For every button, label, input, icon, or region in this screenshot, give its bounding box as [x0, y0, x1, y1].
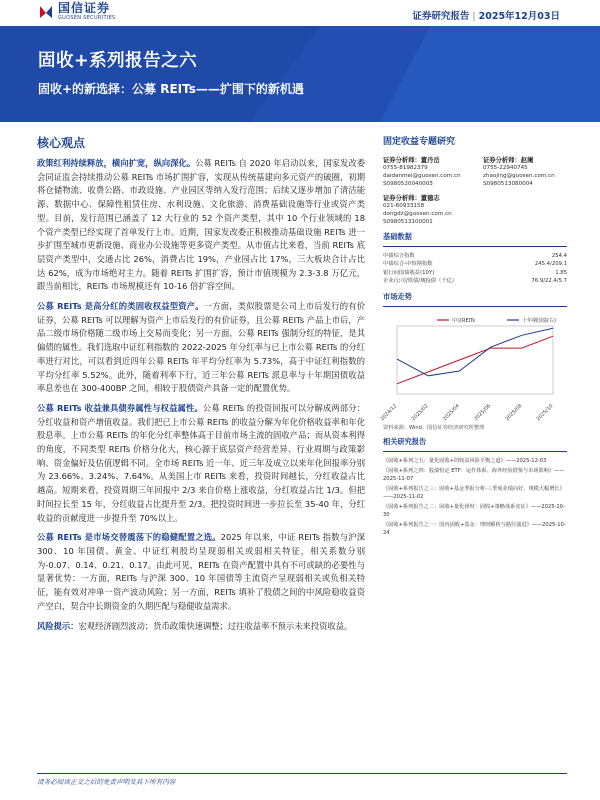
analyst-cert: S0980513100001: [383, 219, 433, 225]
market-chart: [379, 312, 567, 422]
legend-label-1: 十年期国债(右): [522, 317, 556, 324]
report-subtitle: 固收+的新选择：公募 REITs——扩围下的新机遇: [38, 82, 304, 96]
x-tick-label: 2025/02: [410, 402, 430, 422]
divider: [383, 306, 567, 307]
paragraph-lead: 公募 REITs 收益兼具债券属性与权益属性。: [37, 402, 203, 413]
top-bar: [0, 0, 600, 28]
analyst-card: [383, 193, 467, 226]
divider: [383, 246, 567, 247]
market-chart-svg: [379, 312, 567, 422]
legend-label-0: 中证REITs: [452, 317, 475, 324]
basic-data-key: 银行间国债收益(10Y): [383, 269, 435, 276]
analyst-email[interactable]: daidanmei@guosen.com.cn: [383, 173, 461, 179]
core-heading: 核心观点: [37, 136, 86, 150]
paragraph-body: 公募 REITs 自 2020 年启动以来，国家发改委会同证监会持续推动公募 REITs 市场扩围扩容，实现从传统基建向多元资产的破圈，初期将仓储物流、收费公路、市政设施、产业园区等纳入发行范围；后续又逐步增加了清洁能源、数据中心、保障性租赁住房、水利设施、文化旅游、消费基础设施等行业或资产类型。目前，发行范围已涵盖了 12 大行业的 52 个资产类型，其中 10 个行业领域的 18 个资产类型已经实现了首单发行上市。近期，国家发改委正积极推动基础设施 REITs 进一步扩围至城市更新设施、商业办公设施等更多资产类型。从市值占比来看，当前 REITs 底层资产类型中，交通占比 26%，消费占比 19%，产业园占比 17%，三大板块合计占比达 62%，成为市场绝对主力。随着 REITs 扩围扩容，预计市值规模为 2.3-3.8 万亿元，跟当前相比，REITs 市场规模还有 10-16 倍扩容空间。: [37, 158, 365, 292]
series-line-0: [397, 336, 553, 384]
chart-source: 资料来源：Wind、国信证券经济研究所整理: [383, 424, 485, 431]
report-title: 固收+系列报告之六: [38, 51, 198, 71]
basic-data-row: [383, 269, 567, 277]
paragraph-body: 一方面，类似股票是公司上市后发行的有价证券，公募 REITs 可以理解为资产上市后发行的有价证券，且公募 REITs 产品上市后，产品二级市场价格随二级市场上交易而变化；另一方面，公募 REITs 强制分红的特征，是其偏债的属性。我们选取中证红利指数的 2022-2025 年分红率与已上市公募 REITs 的分红率进行对比，可以看到近四年公募 REITs 年平均分红率为 5.73%，高于中证红利指数的平均分红率 5.52%。此外，随着利率下行，近三年公募 REITs 派息率与十年期国债收益率息差也在 300-400BP 之间，相较于股债资产具备一定的配置优势。: [37, 301, 365, 394]
logo-text: 国信证券: [58, 1, 111, 15]
chart-frame: [397, 326, 553, 394]
report-date: 2025年12月03日: [478, 11, 560, 22]
footer-disclaimer[interactable]: 请务必阅读正文之后的免责声明及其下所有内容: [37, 778, 176, 786]
related-heading: 相关研究报告: [383, 436, 427, 446]
analyst-name: 证券分析师：赵阑: [483, 157, 534, 164]
basic-data-heading: 基础数据: [383, 232, 412, 241]
analyst-name: 证券分析师：董德志: [383, 195, 440, 202]
analyst-phone: 0755-81982379: [383, 165, 428, 171]
paragraph-body: 公募 REITs 的投资回报可以分解成两部分：分红收益和资产增值收益。我们把已上市公募 REITs 的收益分解为年化价格收益率和年化股息率。上市公募 REITs 的年化分红率整体高于目前市场主流的固收产品；而从资本利得的角度，不同类型 REITs 价格分化大，核心源于底层资产经营差异、行业周期与政策影响、资金偏好及估值逻辑不同。全市场 REITs 近一年、近三年及成立以来年化回报率分别为 23.66%、3.24%、7.64%。从美国上市 REITs 来看，投资时间越长，分红收益占比越高。短期来看，投资周期三年回报中 2/3 来自价格上涨收益，分红收益占比 1/3。但把时间拉长至 15 年，分红收益占比提升至 2/3。把投资时间进一步拉长至 35-40 年，分红收益的贡献度进一步提升至 70%以上。: [37, 402, 366, 523]
risk-lead: 风险提示：: [37, 620, 79, 631]
core-paragraph-4: [37, 531, 365, 613]
x-tick-label: 2024/12: [379, 402, 399, 422]
basic-data-value: 245.4/209.1: [534, 261, 567, 268]
analyst-phone: 0755-22940745: [483, 165, 528, 171]
report-type-label: 证券研究报告: [412, 11, 470, 22]
analyst-cert: S0980520040003: [383, 181, 433, 187]
logo-text-en: GUOSEN SECURITIES: [58, 15, 116, 21]
risk-warning: [37, 620, 365, 634]
basic-data-key: 中债综合指数: [383, 253, 415, 259]
basic-data-value: 254.4: [551, 253, 567, 259]
analyst-card: [483, 155, 567, 188]
report-type: 证券研究报告 | 2025年12月03日: [412, 11, 560, 22]
paragraph-lead: 政策红利持续释放，横向扩宽，纵向深化。: [37, 158, 196, 168]
core-paragraph-2: [37, 300, 365, 396]
related-report-link[interactable]: 《固收+系列报告之一：国内固收+基金：理财解析与路径演进》——2025-10-24: [383, 521, 566, 536]
paragraph-body: 2025 年以来，中证 REITs 指数与沪深 300、10 年国债、黄金、中证红利股均呈现弱相关或弱相关特征，相关系数分别为-0.07、0.14、0.21、0.17。由此可见，REITs 在资产配置中具有不可或缺的必要性与显著优势：一方面，REITs 与沪深 300、10 年国债等主流资产呈现弱相关或负相关特征，能有效对冲单一资产波动风险；另一方面，REITs 填补了股债之间的中风险稳收益资产空白，契合中长期资金的久期匹配与稳健收益需求。: [37, 532, 366, 611]
x-tick-label: 2025/06: [473, 402, 493, 422]
market-heading: 市场走势: [383, 291, 412, 301]
analyst-phone: 021-60933158: [383, 203, 425, 209]
basic-data-row: [383, 277, 567, 285]
basic-data-key: 企业/公司/铁债/城投债（千亿）: [383, 278, 458, 285]
analyst-email[interactable]: dongdz@guosen.com.cn: [383, 211, 452, 217]
basic-data-key: 中债综合-中短期指数: [383, 261, 433, 268]
x-tick-label: 2025/10: [535, 402, 555, 422]
analyst-row: [383, 155, 567, 188]
basic-data-value: 76.9/22.4/5.7: [531, 278, 567, 285]
analyst-email[interactable]: zhaojing@guosen.com.cn: [483, 173, 555, 179]
title-banner: [0, 26, 600, 122]
logo-mark-icon: [38, 4, 54, 20]
paragraph-lead: 公募 REITs 是市场交替震荡下的稳健配置之选。: [37, 532, 221, 543]
analyst-cert: S0980513080004: [483, 181, 533, 187]
x-tick-label: 2025/04: [441, 402, 461, 422]
risk-body: 宏观经济剧烈波动；货币政策快速调整；过往收益率不预示未来投资收益。: [78, 620, 353, 631]
basic-data-value: 1.85: [555, 269, 567, 276]
series-line-1: [397, 328, 553, 376]
related-list: [383, 457, 567, 537]
x-tick-label: 2025/08: [504, 402, 524, 422]
team-heading: 固定收益专题研究: [383, 137, 456, 147]
core-views: [37, 134, 365, 633]
related-report-link[interactable]: 《固收+系列报告之二：固收+量化择时：固收+策略体系实证》——2025-10-30: [383, 503, 565, 518]
sidebar: [379, 134, 567, 539]
basic-data-row: [383, 252, 567, 260]
core-paragraph-1: [37, 157, 365, 294]
related-report-link[interactable]: 《固收+系列报告之三：固收+基金季报分析-三季度业绩向好，规模大幅增长》——2025-11-02: [383, 485, 565, 500]
core-paragraph-3: [37, 402, 365, 525]
brand-logo: [38, 2, 116, 21]
basic-data-table: [383, 252, 567, 286]
banner-pattern: [0, 26, 600, 122]
divider: [383, 451, 567, 452]
analyst-card: [383, 155, 467, 188]
basic-data-row: [383, 260, 567, 268]
related-report-link[interactable]: 《固收+系列之五：量化固收+的收益风险平衡之道》——2025-12-03: [383, 457, 547, 464]
footer-divider: [37, 773, 567, 774]
analyst-name: 证券分析师：董丹岳: [383, 157, 440, 164]
paragraph-lead: 公募 REITs 是高分红的类固收权益型资产。: [37, 301, 204, 312]
related-report-link[interactable]: 《固收+系列之四：股债恒定 ETF：运作体系、海外经验借鉴与市场影响》——2025-11-07: [383, 467, 565, 482]
